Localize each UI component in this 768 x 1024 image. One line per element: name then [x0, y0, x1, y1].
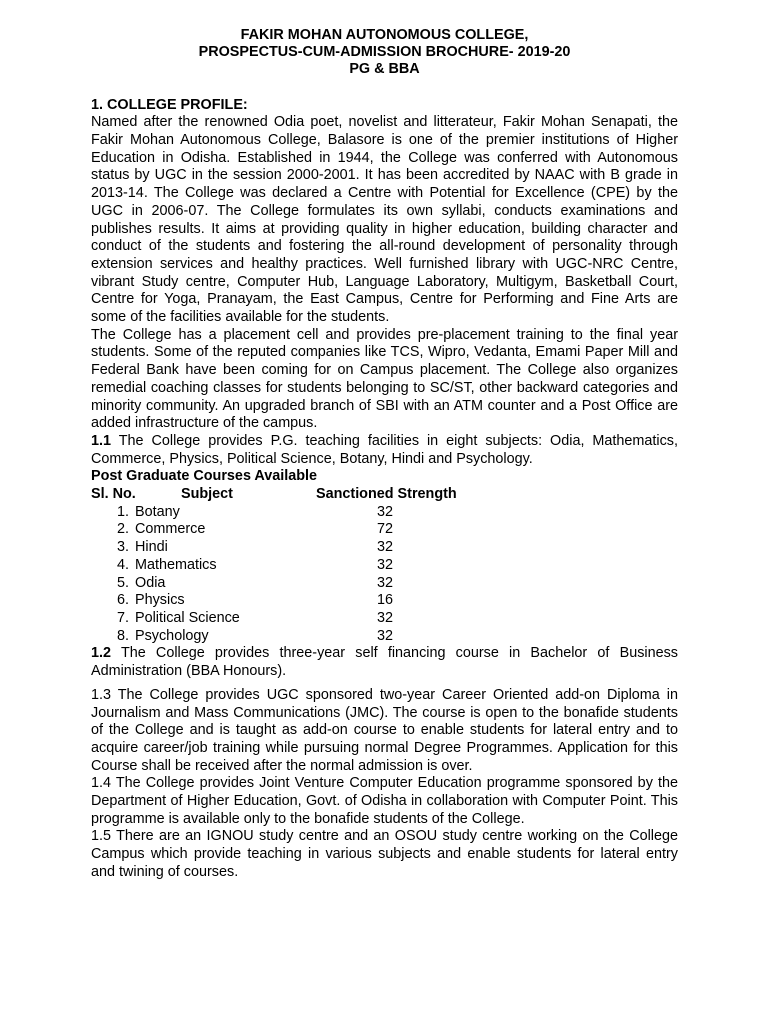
row-number: 4. [116, 556, 129, 573]
row-number: 7. [116, 610, 129, 626]
row-subject: Physics [135, 592, 185, 609]
row-subject: Botany [135, 503, 180, 520]
row-strength: 32 [376, 503, 393, 520]
row-number: 8. [116, 627, 129, 644]
table-row [91, 539, 678, 557]
section-1-2 [91, 645, 678, 680]
row-strength: 16 [376, 592, 393, 609]
row-number: 1. [116, 503, 129, 520]
section-1-3: 1.3 The College provides UGC sponsored two-year Career Oriented add-on Diploma in Journalism and Mass Communications (JMC). The course is open to the bonafide students of the College and is taught as add-on course to enable students for lateral entry and to acquire career/job training while pursuing normal Degree Programmes. Application for this Course shall be received after the normal admission is over. [91, 686, 678, 774]
row-subject: Political Science [135, 610, 240, 626]
brochure-title: PROSPECTUS-CUM-ADMISSION BROCHURE- 2019-20 [198, 44, 571, 61]
row-subject: Odia [135, 574, 166, 591]
section-1-2-text: The College provides three-year self financing course in Bachelor of Business Administration (BBA Honours). [91, 645, 678, 680]
section-1-5: 1.5 There are an IGNOU study centre and an OSOU study centre working on the College Campus which provide teaching in various subjects and enable students for lateral entry and twining of courses. [91, 828, 678, 880]
row-strength: 32 [376, 556, 393, 573]
profile-paragraph-2: The College has a placement cell and provides pre-placement training to the final year students. Some of the reputed companies like TCS, Wipro, Vedanta, Emami Paper Mill and Federal Bank have been coming for on Campus placement. The College also organizes remedial coaching classes for students belonging to SC/ST, other backward categories and minority community. An upgraded branch of SBI with an ATM counter and a Post Office are added infrastructure of the campus. [91, 326, 678, 432]
section-1-1-text: The College provides P.G. teaching facilities in eight subjects: Odia, Mathematics, Commerce, Physics, Political Science, Botany, Hindi and Psychology. [91, 432, 678, 467]
row-strength: 32 [376, 627, 393, 644]
table-row [91, 610, 678, 628]
section-title-college-profile: 1. COLLEGE PROFILE: [91, 96, 248, 113]
table-row [91, 557, 678, 575]
table-row [91, 575, 678, 593]
row-subject: Hindi [135, 539, 168, 556]
table-row [91, 592, 678, 610]
section-1-4: 1.4 The College provides Joint Venture Computer Education programme sponsored by the Department of Higher Education, Govt. of Odisha in collaboration with Computer Point. This programme is available only to the bonafide students of the College. [91, 775, 678, 827]
header-sanctioned-strength: Sanctioned Strength [316, 486, 457, 503]
row-strength: 72 [376, 521, 393, 538]
row-strength: 32 [376, 574, 393, 591]
profile-paragraph-1: Named after the renowned Odia poet, novelist and litterateur, Fakir Mohan Senapati, the Fakir Mohan Autonomous College, Balasore is one of the premier institutions of Higher Education in Odisha. Established in 1944, the College was conferred with Autonomous status by UGC in the session 2000-2001. It has been accredited by NAAC with B grade in 2013-14. The College was declared a Centre with Potential for Excellence (CPE) by the UGC in 2006-07. The College formulates its own syllabi, conducts examinations and publishes results. It aims at providing quality in higher education, building character and conduct of the students and fostering the all-round development of personality through extension services and healthy practices. Well furnished library with UGC-NRC Centre, vibrant Study centre, Computer Hub, Language Laboratory, Multigym, Basketball Court, Centre for Yoga, Pranayam, the East Campus, Centre for Performing and Fine Arts are some of the facilities available for the students. [91, 114, 678, 326]
header-sl-no: Sl. No. [91, 486, 136, 503]
table-row [91, 628, 678, 646]
row-strength: 32 [376, 610, 393, 626]
row-subject: Psychology [135, 627, 209, 644]
courses-table-header [91, 486, 678, 504]
row-number: 5. [116, 574, 129, 591]
row-number: 2. [116, 521, 129, 538]
section-1-2-number: 1.2 [91, 645, 112, 662]
college-name: FAKIR MOHAN AUTONOMOUS COLLEGE, [240, 27, 529, 43]
table-row [91, 521, 678, 539]
table-row [91, 504, 678, 522]
row-number: 3. [116, 539, 129, 556]
row-subject: Mathematics [135, 556, 217, 573]
courses-list [91, 504, 678, 646]
section-1-1 [91, 433, 678, 468]
header-subject: Subject [181, 486, 233, 503]
courses-table-title: Post Graduate Courses Available [91, 468, 318, 485]
section-1-1-number: 1.1 [91, 432, 112, 449]
row-number: 6. [116, 592, 129, 609]
program-subtitle: PG & BBA [349, 61, 420, 78]
row-subject: Commerce [135, 521, 206, 538]
row-strength: 32 [376, 539, 393, 556]
document-header [91, 27, 678, 79]
